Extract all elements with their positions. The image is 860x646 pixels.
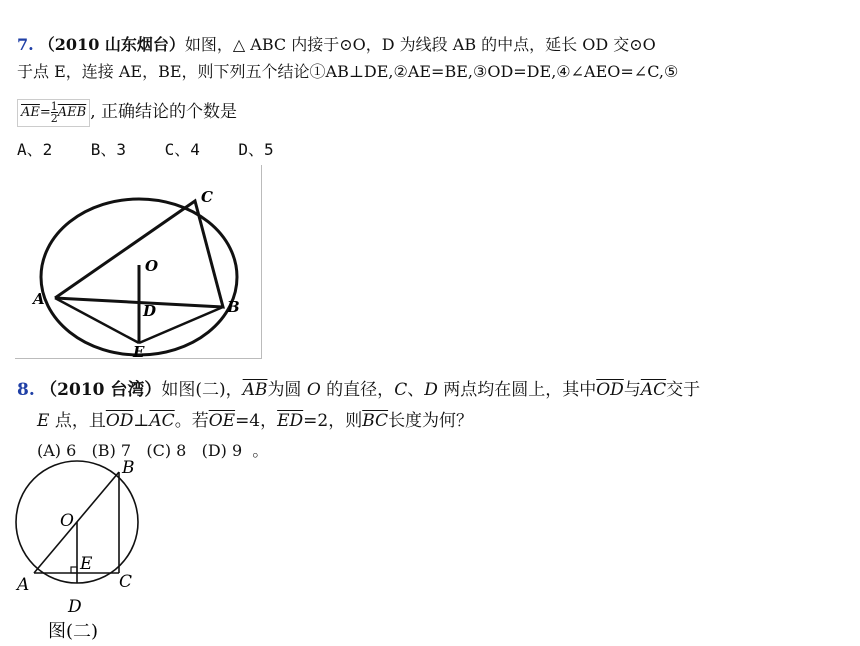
q8-perp: ⊥ [133, 411, 150, 431]
q8-source: （2010 台湾） [40, 380, 162, 400]
q8-line-2 [37, 406, 473, 431]
q7-text-3: , 正确结论的个数是 [90, 102, 238, 122]
q8-text-2f: 长度为何？ [388, 411, 474, 431]
q8-label-a: A [17, 575, 30, 595]
q7-text-2: 于点 E，连接 AE，BE，则下列五个结论①AB⊥DE,②AE=BE,③OD=DE,④∠AEO=∠C,⑤ [17, 62, 679, 81]
q7-label-a: A [33, 290, 45, 308]
q7-label-c: C [201, 188, 213, 206]
q8-bc: $\overline{BC}$ [362, 411, 389, 431]
q7-formula-lhs: $\overline{AE}$ [21, 104, 40, 120]
q7-formula-eq: = [39, 104, 51, 120]
q8-ac-2: $\overline{AC}$ [149, 411, 175, 431]
q7-options-text: A、2 B、3 C、4 D、5 [17, 140, 274, 159]
q8-label-b: B [122, 458, 135, 478]
q7-label-b: B [227, 298, 240, 316]
q8-text-1b: 为圆 [267, 380, 307, 400]
q8-text-2d: =4， [235, 411, 278, 431]
q8-figure [12, 456, 144, 642]
q7-formula-rhs: $\overline{AEB}$ [57, 104, 87, 120]
q7-options [17, 137, 274, 160]
q8-d: D [424, 380, 438, 400]
q8-od-2: $\overline{OD}$ [105, 411, 134, 431]
q8-label-c: C [119, 572, 133, 592]
q8-oe: $\overline{OE}$ [208, 411, 236, 431]
q8-sep: 、 [407, 380, 425, 400]
q8-figure-caption: 图(二) [48, 621, 99, 642]
q8-label-d: D [68, 597, 82, 617]
q8-ab: $\overline{AB}$ [242, 380, 268, 400]
q8-options-text: (A) 6 (B) 7 (C) 8 (D) 9 。 [37, 441, 269, 460]
q7-figure [15, 165, 262, 359]
q8-od: $\overline{OD}$ [596, 380, 624, 400]
q8-text-1d: 两点均在圆上，其中 [437, 380, 597, 400]
q7-formula [17, 99, 90, 127]
q8-label-o: O [60, 511, 74, 531]
q7-formula-num: 1 [50, 99, 58, 113]
q7-number: 7. [17, 35, 34, 54]
q8-label-e: E [80, 554, 93, 574]
q7-formula-den: 2 [50, 111, 58, 125]
q8-o: O [306, 380, 321, 400]
q7-figure-svg [15, 165, 261, 358]
q7-label-e: E [133, 343, 145, 358]
q8-ed: $\overline{ED}$ [277, 411, 304, 431]
q7-source: （2010 山东烟台） [38, 35, 185, 54]
q8-text-1f: 交于 [666, 380, 701, 400]
q8-number: 8. [17, 380, 35, 400]
q8-right-angle-mark [71, 567, 77, 573]
q8-text-1e: 与 [623, 380, 641, 400]
q7-line-2 [17, 59, 678, 82]
q8-text-2c: 。若 [174, 411, 209, 431]
q8-e: E [37, 411, 50, 431]
q8-text-1a: 如图(二)， [161, 380, 243, 400]
q8-ac: $\overline{AC}$ [640, 380, 667, 400]
q7-label-o: O [145, 257, 159, 275]
q7-line-1 [17, 32, 656, 55]
q7-text-1: 如图，△ ABC 内接于⊙O，D 为线段 AB 的中点，延长 OD 交⊙O [184, 35, 656, 54]
q7-label-d: D [143, 302, 157, 320]
q7-line-3 [17, 97, 237, 127]
q8-text-1c: 的直径， [320, 380, 395, 400]
q8-c: C [394, 380, 408, 400]
q8-figure-svg [12, 456, 144, 642]
q8-line-1 [17, 375, 700, 400]
q8-text-2b: 点，且 [49, 411, 106, 431]
q7-segment-ae [55, 298, 139, 343]
q8-text-2e: =2，则 [303, 411, 363, 431]
